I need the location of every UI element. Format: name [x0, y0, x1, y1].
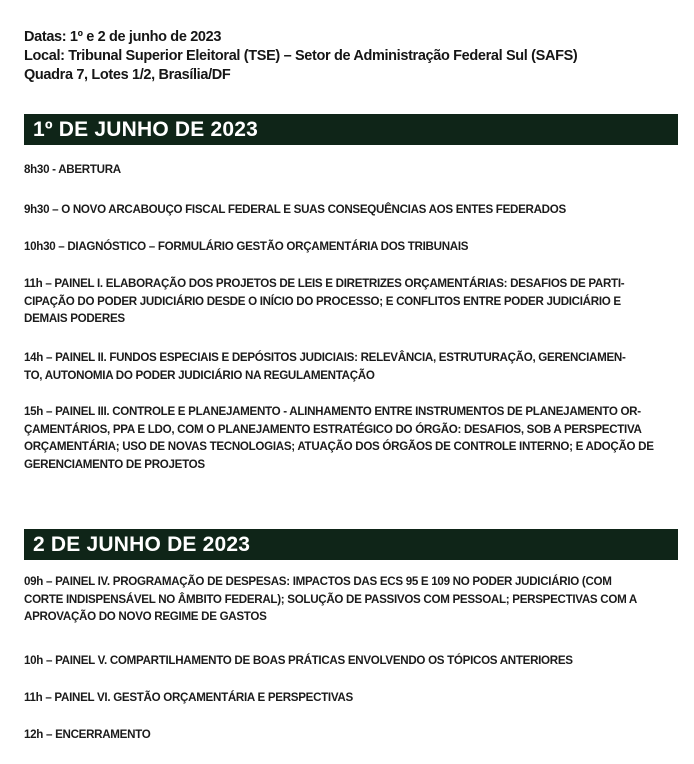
agenda-item-painel-4	[24, 573, 678, 626]
agenda-item-diagnostico	[24, 238, 678, 256]
agenda-item-line: 11h – PAINEL I. ELABORAÇÃO DOS PROJETOS DE LEIS E DIRETRIZES ORÇAMENTÁRIAS: DESAFIOS DE PARTI-	[24, 277, 625, 290]
agenda-item-painel-2	[24, 349, 678, 384]
agenda-item-line: 15h – PAINEL III. CONTROLE E PLANEJAMENTO - ALINHAMENTO ENTRE INSTRUMENTOS DE PLANEJAMENTO OR-	[24, 405, 641, 418]
agenda-item-line: TO, AUTONOMIA DO PODER JUDICIÁRIO NA REGULAMENTAÇÃO	[24, 368, 375, 382]
agenda-item-painel-5	[24, 652, 678, 670]
agenda-item-line: GERENCIAMENTO DE PROJETOS	[24, 457, 205, 471]
agenda-item-line: 09h – PAINEL IV. PROGRAMAÇÃO DE DESPESAS: IMPACTOS DAS ECS 95 E 109 NO PODER JUDICIÁRIO (COM	[24, 575, 612, 588]
agenda-item-line: CORTE INDISPENSÁVEL NO ÂMBITO FEDERAL); SOLUÇÃO DE PASSIVOS COM PESSOAL; PERSPECTIVAS COM A	[24, 592, 637, 606]
event-location: Local: Tribunal Superior Eleitoral (TSE) – Setor de Administração Federal Sul (SAFS)	[24, 48, 578, 64]
agenda-item-abertura	[24, 161, 678, 179]
agenda-item-encerramento	[24, 726, 678, 744]
agenda-item-line: 10h – PAINEL V. COMPARTILHAMENTO DE BOAS PRÁTICAS ENVOLVENDO OS TÓPICOS ANTERIORES	[24, 654, 573, 667]
day1-heading: 1º DE JUNHO DE 2023	[24, 114, 678, 145]
agenda-item-painel-1	[24, 275, 678, 328]
agenda-item-painel-3	[24, 403, 678, 473]
agenda-item-painel-6	[24, 689, 678, 707]
agenda-item-line: ÇAMENTÁRIOS, PPA E LDO, COM O PLANEJAMENTO ESTRATÉGICO DO ÓRGÃO: DESAFIOS, SOB A PERSPECTIVA	[24, 422, 642, 436]
event-address: Quadra 7, Lotes 1/2, Brasília/DF	[24, 67, 231, 83]
agenda-item-line: 8h30 - ABERTURA	[24, 163, 121, 176]
event-info	[24, 28, 674, 85]
agenda-item-arcabouco-fiscal	[24, 201, 678, 219]
agenda-item-line: 9h30 – O NOVO ARCABOUÇO FISCAL FEDERAL E SUAS CONSEQUÊNCIAS AOS ENTES FEDERADOS	[24, 203, 566, 216]
agenda-item-line: DEMAIS PODERES	[24, 312, 125, 325]
agenda-item-line: 14h – PAINEL II. FUNDOS ESPECIAIS E DEPÓSITOS JUDICIAIS: RELEVÂNCIA, ESTRUTURAÇÃO, GERENCIAMEN-	[24, 351, 626, 364]
agenda-item-line: CIPAÇÃO DO PODER JUDICIÁRIO DESDE O INÍCIO DO PROCESSO; E CONFLITOS ENTRE PODER JUDICIÁRIO E	[24, 294, 621, 308]
day2-heading: 2 DE JUNHO DE 2023	[24, 529, 678, 560]
agenda-item-line: 12h – ENCERRAMENTO	[24, 728, 151, 741]
event-dates: Datas: 1º e 2 de junho de 2023	[24, 29, 222, 45]
agenda-item-line: 10h30 – DIAGNÓSTICO – FORMULÁRIO GESTÃO ORÇAMENTÁRIA DOS TRIBUNAIS	[24, 240, 469, 253]
agenda-item-line: APROVAÇÃO DO NOVO REGIME DE GASTOS	[24, 610, 267, 623]
agenda-item-line: ORÇAMENTÁRIA; USO DE NOVAS TECNOLOGIAS; ATUAÇÃO DOS ÓRGÃOS DE CONTROLE INTERNO; E ADOÇÃO DE	[24, 440, 654, 453]
agenda-item-line: 11h – PAINEL VI. GESTÃO ORÇAMENTÁRIA E PERSPECTIVAS	[24, 691, 353, 704]
